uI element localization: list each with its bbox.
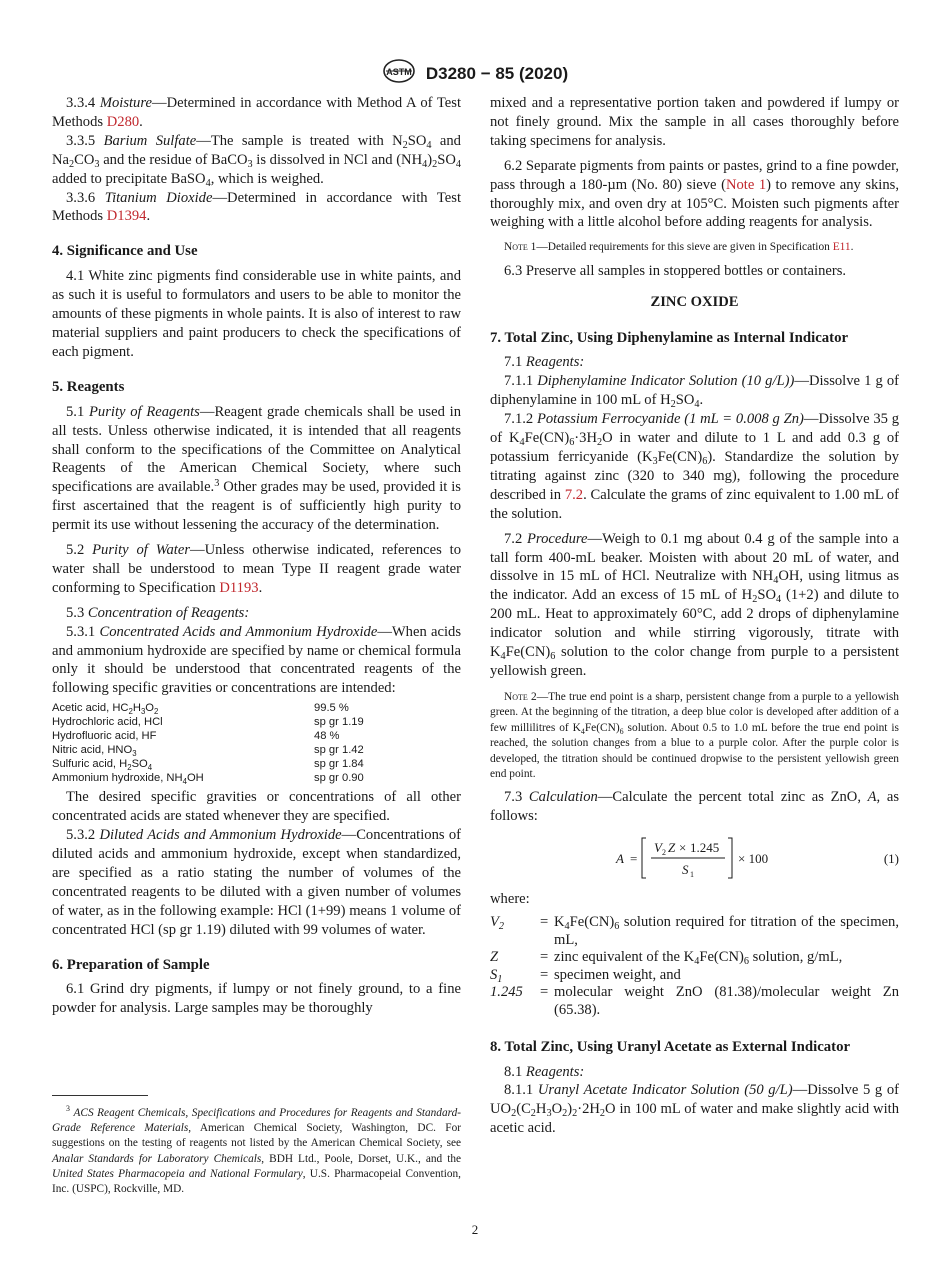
paragraph-5-2: 5.2 Purity of Water—Unless otherwise indicated, references to water shall be understood to mean Type II reagent grade water conforming to Specification D1193. <box>52 542 461 596</box>
paragraph-8-1: 8.1 Reagents: <box>504 1063 585 1080</box>
reagent-concentration-table <box>52 701 364 785</box>
paragraph-3-3-5: 3.3.5 Barium Sulfate—The sample is treated with $N_2SO_4$ and $Na_2CO_3$ and the residue of BaCO$_3$ is dissolved in NCl and $(NH_4)_2SO_4$ added to precipitate BaSO$_4$, which is weighed. <box>52 132 461 189</box>
paragraph-5-1: 5.1 Purity of Reagents—Reagent grade chemicals shall be used in all tests. Unless otherwise indicated, it is intended that all reagents shall conform to the specifications of the Committee on Analytical Reagents of the American Chemical Society, where such specifications are available.$^3$ Other grades may be used, provided it is first ascertained that the reagent is of sufficiently high purity to permit its use without lessening the accuracy of the determination. <box>52 403 461 534</box>
section-4-title: 4. Significance and Use <box>52 243 198 260</box>
svg-text:S: S <box>682 862 689 878</box>
link-section-7-2[interactable]: 7.2 <box>564 486 584 503</box>
paragraph-6-3: 6.3 Preserve all samples in stoppered bottles or containers. <box>504 262 847 279</box>
table-row: Hydrofluoric acid, HF 48 % <box>52 730 340 743</box>
svg-text:V: V <box>654 840 662 856</box>
equation-number: (1) <box>883 851 899 867</box>
paragraph-6-2: 6.2 Separate pigments from paints or pastes, grind to a fine powder, pass through a 180-µm (No. 80) sieve (Note 1) to remove any skins, thoroughly mix, and oven dry at 105°C. Moisten such pigments after weighing with a little alcohol before adding reagents for analysis. <box>490 157 899 231</box>
svg-text:A: A <box>616 851 624 867</box>
note-1: Note 1—Detailed requirements for this sieve are given in Specification E11. <box>504 241 854 254</box>
paragraph-6-1: 6.1 Grind dry pigments, if lumpy or not finely ground, to a fine powder for analysis. Large samples may be thoroughly <box>52 981 461 1017</box>
paragraph-7-3: 7.3 Calculation—Calculate the percent total zinc as ZnO, A, as follows: <box>490 789 899 825</box>
section-6-title: 6. Preparation of Sample <box>52 956 210 973</box>
svg-text:×: × <box>679 840 687 856</box>
table-row: Sulfuric acid, $H_2SO_4$ sp gr 1.84 <box>52 758 364 773</box>
paragraph-5-3: 5.3 Concentration of Reagents: <box>66 604 250 621</box>
paragraph-7-1-2: 7.1.2 Potassium Ferrocyanide (1 mL = 0.008 g Zn)—Dissolve 35 g of $K_4Fe(CN)_6\cdot 3H_2O$ in water and dilute to 1 L and add 0.3 g of potassium ferricyanide $(K_3Fe(CN)_6)$. Standardize the solution by titrating against zinc (320 to 340 mg), following the procedure described in 7.2. Calculate the grams of zinc equivalent to 1.00 mL of the solution. <box>490 411 899 522</box>
paragraph-4-1: 4.1 White zinc pigments find considerable use in white paints, and as such it is useful to formulators and users to be able to monitor the amounts of these pigments in whole paints. It is also of interest to raw material suppliers and paint producers to check the specifications of each pigment. <box>52 268 461 360</box>
section-7-title: 7. Total Zinc, Using Diphenylamine as Internal Indicator <box>490 329 849 346</box>
zinc-oxide-heading: ZINC OXIDE <box>650 293 739 310</box>
link-d1394[interactable]: D1394 <box>106 208 147 225</box>
right-column <box>490 94 899 1138</box>
svg-text:2: 2 <box>662 848 666 858</box>
svg-text:× 100: × 100 <box>738 851 769 867</box>
link-d1193[interactable]: D1193 <box>219 579 259 596</box>
table-row: Acetic acid, $HC_2H_3O_2$ 99.5 % <box>52 702 349 717</box>
paragraph-7-2: 7.2 Procedure—Weigh to 0.1 mg about 0.4 g of the sample into a tall form 400-mL beaker. Moisten with about 20 mL of water, and dissolve in 15 mL of HCl. Neutralize with $NH_4OH$, using litmus as the indicator. Add an excess of 15 mL of $H_2SO_4$ (1+2) and dilute to 200 mL. Heat to approximately 60°C, add 2 drops of diphenylamine indicator solution and while stirring vigorously, titrate with $K_4Fe(CN)_6$ solution to the color change from purple to a persistent yellowish green. <box>490 530 899 679</box>
svg-text:1.245: 1.245 <box>690 840 720 856</box>
page-number: 2 <box>471 1222 479 1237</box>
svg-text:ASTM: ASTM <box>386 67 412 77</box>
paragraph-5-3-1-continued: The desired specific gravities or concentrations of all other concentrated acids are stated whenever they are specified. <box>52 789 461 825</box>
footnote-3: $^3$ ACS Reagent Chemicals, Specifications and Procedures for Reagents and Standard-Grade Reference Materials, American Chemical Society, Washington, DC. For suggestions on the testing of reagents not listed by the American Chemical Society, see Analar Standards for Laboratory Chemicals, BDH Ltd., Poole, Dorset, U.K., and the United States Pharmacopeia and National Formulary, U.S. Pharmacopeial Convention, Inc. (USPC), Rockville, MD. <box>52 1104 461 1196</box>
note-2: Note 2—The true end point is a sharp, persistent change from a purple to a yellowish green. At the beginning of the titration, a deep blue color is developed after addition of a few millilitres of $K_4Fe(CN)_6$ solution. About 0.5 to 1.0 mL before the true end point is reached, the solution changes from a blue to a purple color. After the purple color is developed, the titration should be continued dropwise to the persistent yellowish green end point. <box>490 690 899 780</box>
svg-text:1: 1 <box>690 870 694 880</box>
page-header <box>0 58 950 89</box>
paragraph-3-3-6: 3.3.6 Titanium Dioxide—Determined in accordance with Test Methods D1394. <box>52 189 461 225</box>
table-row: Ammonium hydroxide, $NH_4OH$ sp gr 0.90 <box>52 772 364 787</box>
left-column <box>52 94 461 1018</box>
table-row: Nitric acid, $HNO_3$ sp gr 1.42 <box>52 744 364 759</box>
astm-logo-icon <box>382 58 416 89</box>
equation-1 <box>490 832 899 884</box>
link-note-1[interactable]: Note 1 <box>725 176 767 193</box>
variable-definitions: $V_2$ = $K_4Fe(CN)_6$ solution required for titration of the specimen, mL, Z = zinc equivalent of the $K_4Fe(CN)_6$ solution, g/mL, $S_1$ = specimen weight, and 1.245 = molecular weight ZnO (81.38)/molecular weight Zn (65.38). <box>490 914 899 1018</box>
table-row: Hydrochloric acid, HCl sp gr 1.19 <box>52 716 364 729</box>
paragraph-5-3-1: 5.3.1 Concentrated Acids and Ammonium Hydroxide—When acids and ammonium hydroxide are specified by name or chemical formula only it should be understood that concentrated reagents of the following specific gravities or concentrations are intended: <box>52 623 462 697</box>
svg-text:Z: Z <box>668 840 676 856</box>
equation-formula <box>490 832 899 884</box>
document-designation: D3280 − 85 (2020) <box>425 63 569 83</box>
section-8-title: 8. Total Zinc, Using Uranyl Acetate as External Indicator <box>490 1038 851 1055</box>
footnote-divider <box>52 1095 148 1096</box>
footnote-ref-3[interactable]: 3 <box>214 478 220 490</box>
section-5-title: 5. Reagents <box>52 378 125 395</box>
paragraph-7-1: 7.1 Reagents: <box>504 354 585 371</box>
paragraph-7-1-1: 7.1.1 Diphenylamine Indicator Solution (10 g/L))—Dissolve 1 g of diphenylamine in 100 mL of $H_2SO_4$. <box>490 373 899 411</box>
link-d280[interactable]: D280 <box>106 113 140 130</box>
where-label: where: <box>490 891 530 908</box>
paragraph-8-1-1: 8.1.1 Uranyl Acetate Indicator Solution (50 g/L)—Dissolve 5 g of $UO_2(C_2H_3O_2)_2\cdot 2H_2O$ in 100 mL of water and make slightly acid with acetic acid. <box>490 1082 899 1137</box>
paragraph-3-3-4: 3.3.4 Moisture—Determined in accordance with Method A of Test Methods D280. <box>52 95 461 130</box>
svg-text:=: = <box>630 851 638 867</box>
paragraph-6-1-continued: mixed and a representative portion taken and powdered if lumpy or not finely ground. Mix the sample in all cases thoroughly before taking specimens for analysis. <box>490 95 899 149</box>
link-e11[interactable]: E11 <box>832 241 851 254</box>
paragraph-5-3-2: 5.3.2 Diluted Acids and Ammonium Hydroxide—Concentrations of diluted acids and ammonium hydroxide, except when standardized, are specified as a ratio stating the number of volumes of the concentrated reagents to be diluted with a given number of volumes of water, as in the following example: HCl (1+99) means 1 volume of concentrated HCl (sp gr 1.19) diluted with 99 volumes of water. <box>52 827 461 938</box>
